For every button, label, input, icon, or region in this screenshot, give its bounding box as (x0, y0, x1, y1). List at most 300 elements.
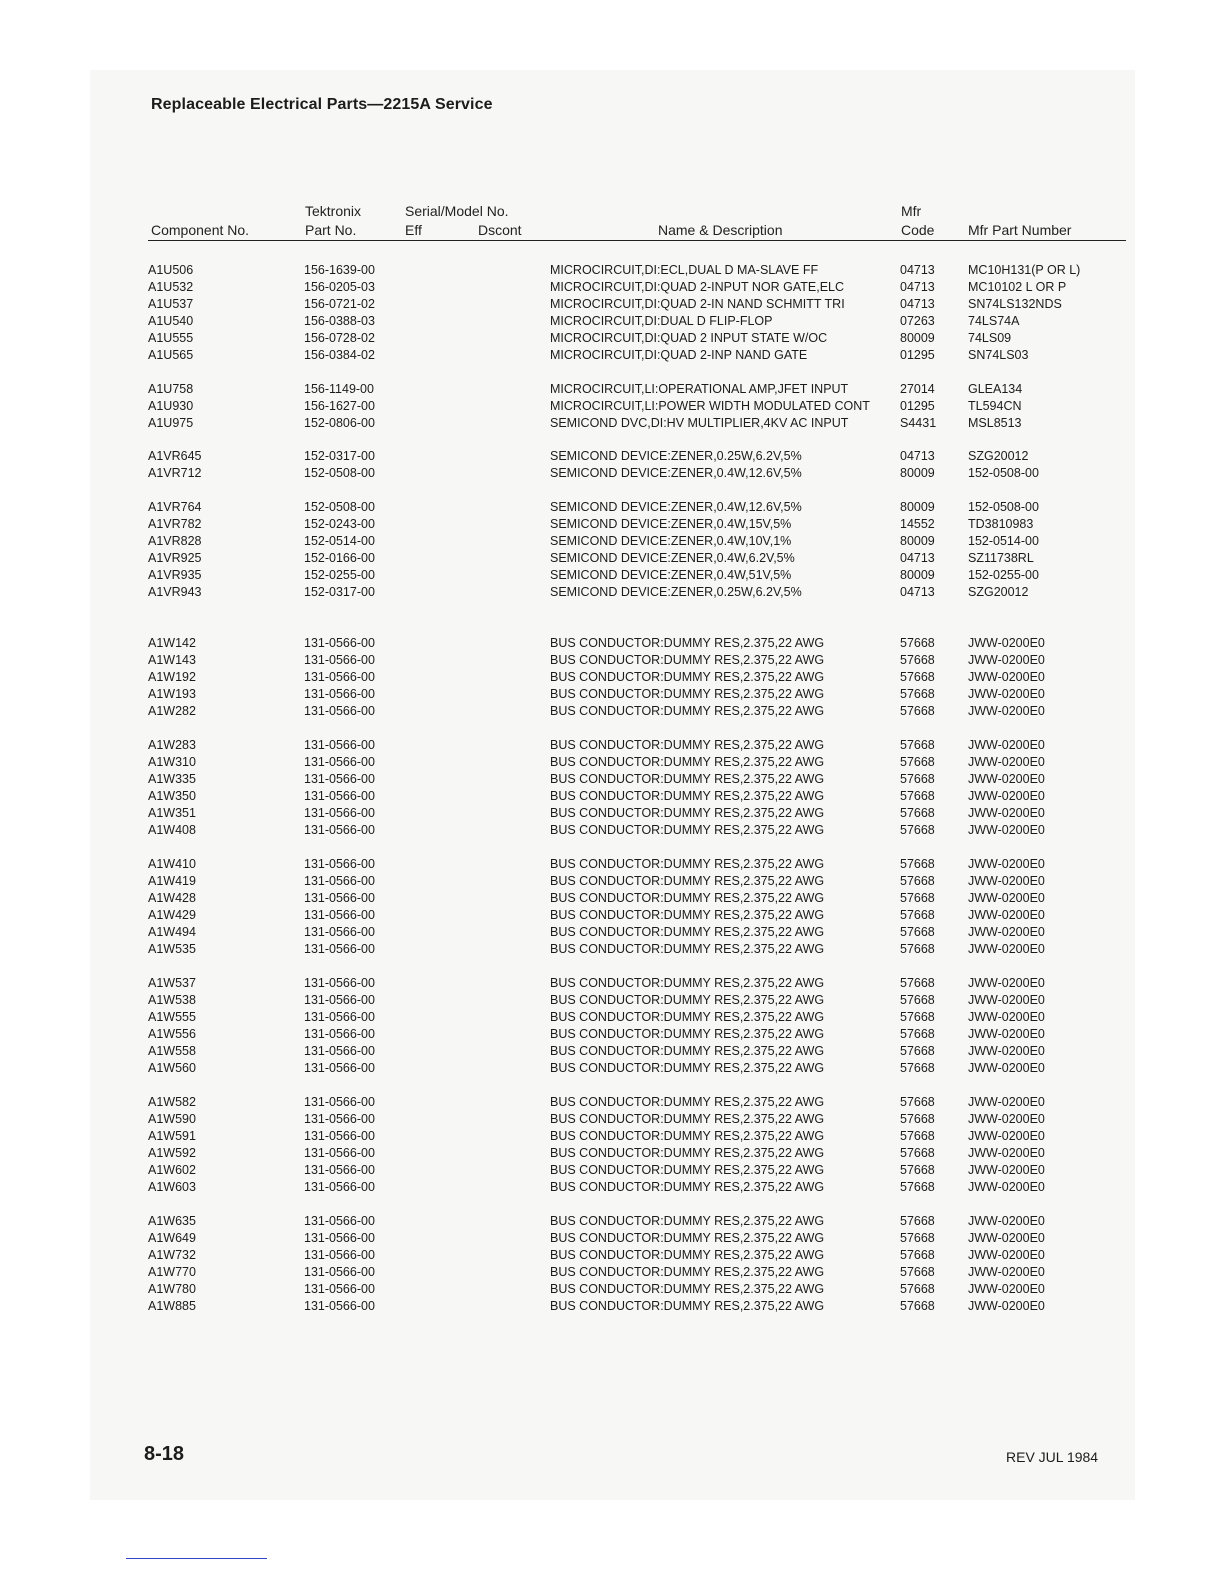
cell-description: BUS CONDUCTOR:DUMMY RES,2.375,22 AWG (550, 738, 825, 752)
cell-component-no: A1U555 (148, 331, 194, 345)
cell-component-no: A1VR943 (148, 585, 202, 599)
header-code: Code (901, 222, 935, 238)
cell-mfr-code: 57668 (900, 1163, 935, 1177)
cell-part-no: 152-0317-00 (304, 449, 375, 463)
cell-description: BUS CONDUCTOR:DUMMY RES,2.375,22 AWG (550, 1044, 825, 1058)
cell-component-no: A1W335 (148, 772, 196, 786)
cell-mfr-part-number: JWW-0200E0 (968, 755, 1045, 769)
table-row (0, 1213, 1224, 1230)
cell-description: SEMICOND DEVICE:ZENER,0.4W,51V,5% (550, 568, 792, 582)
cell-part-no: 131-0566-00 (304, 772, 375, 786)
cell-part-no: 131-0566-00 (304, 704, 375, 718)
cell-part-no: 156-0205-03 (304, 280, 375, 294)
cell-description: BUS CONDUCTOR:DUMMY RES,2.375,22 AWG (550, 1010, 825, 1024)
cell-description: MICROCIRCUIT,DI:QUAD 2-INPUT NOR GATE,ELC (550, 280, 845, 294)
cell-part-no: 152-0806-00 (304, 416, 375, 430)
cell-component-no: A1W538 (148, 993, 196, 1007)
table-row (0, 1145, 1224, 1162)
cell-mfr-code: 57668 (900, 823, 935, 837)
cell-mfr-code: 57668 (900, 687, 935, 701)
table-row (0, 975, 1224, 992)
cell-component-no: A1W635 (148, 1214, 196, 1228)
cell-component-no: A1W732 (148, 1248, 196, 1262)
header-mfr-part-number: Mfr Part Number (968, 222, 1072, 238)
cell-part-no: 131-0566-00 (304, 1265, 375, 1279)
cell-description: SEMICOND DVC,DI:HV MULTIPLIER,4KV AC INPUT (550, 416, 849, 430)
cell-component-no: A1W351 (148, 806, 196, 820)
table-row (0, 1043, 1224, 1060)
table-row (0, 1060, 1224, 1077)
cell-description: BUS CONDUCTOR:DUMMY RES,2.375,22 AWG (550, 1214, 825, 1228)
cell-mfr-part-number: JWW-0200E0 (968, 908, 1045, 922)
cell-mfr-part-number: JWW-0200E0 (968, 1265, 1045, 1279)
cell-description: MICROCIRCUIT,LI:POWER WIDTH MODULATED CONT (550, 399, 870, 413)
cell-mfr-part-number: JWW-0200E0 (968, 704, 1045, 718)
cell-part-no: 131-0566-00 (304, 942, 375, 956)
cell-mfr-code: 80009 (900, 568, 935, 582)
table-row (0, 279, 1224, 296)
cell-part-no: 131-0566-00 (304, 976, 375, 990)
cell-mfr-code: 04713 (900, 551, 935, 565)
header-mfr: Mfr (901, 203, 922, 219)
cell-mfr-part-number: JWW-0200E0 (968, 789, 1045, 803)
cell-description: BUS CONDUCTOR:DUMMY RES,2.375,22 AWG (550, 908, 825, 922)
cell-part-no: 131-0566-00 (304, 1010, 375, 1024)
cell-part-no: 156-0384-02 (304, 348, 375, 362)
cell-mfr-code: 80009 (900, 331, 935, 345)
table-row (0, 330, 1224, 347)
cell-description: SEMICOND DEVICE:ZENER,0.4W,12.6V,5% (550, 500, 802, 514)
cell-mfr-part-number: SZG20012 (968, 449, 1029, 463)
cell-component-no: A1W592 (148, 1146, 196, 1160)
table-row (0, 516, 1224, 533)
cell-component-no: A1U565 (148, 348, 194, 362)
cell-mfr-part-number: JWW-0200E0 (968, 976, 1045, 990)
cell-part-no: 152-0166-00 (304, 551, 375, 565)
table-row (0, 1281, 1224, 1298)
cell-description: BUS CONDUCTOR:DUMMY RES,2.375,22 AWG (550, 636, 825, 650)
table-row (0, 262, 1224, 279)
footer-line (126, 1558, 267, 1559)
cell-component-no: A1W560 (148, 1061, 196, 1075)
cell-component-no: A1U537 (148, 297, 194, 311)
cell-part-no: 131-0566-00 (304, 687, 375, 701)
table-row (0, 686, 1224, 703)
cell-mfr-code: 80009 (900, 466, 935, 480)
cell-mfr-code: 57668 (900, 636, 935, 650)
cell-mfr-part-number: 74LS74A (968, 314, 1020, 328)
cell-part-no: 152-0317-00 (304, 585, 375, 599)
table-row (0, 296, 1224, 313)
cell-part-no: 131-0566-00 (304, 857, 375, 871)
table-row (0, 1179, 1224, 1196)
table-row (0, 822, 1224, 839)
cell-component-no: A1W556 (148, 1027, 196, 1041)
table-row (0, 907, 1224, 924)
cell-mfr-part-number: SZ11738RL (968, 551, 1034, 565)
cell-part-no: 131-0566-00 (304, 806, 375, 820)
table-row (0, 635, 1224, 652)
table-row (0, 1247, 1224, 1264)
cell-description: BUS CONDUCTOR:DUMMY RES,2.375,22 AWG (550, 772, 825, 786)
cell-mfr-part-number: JWW-0200E0 (968, 772, 1045, 786)
header-tektronix: Tektronix (305, 203, 362, 219)
table-row (0, 567, 1224, 584)
cell-part-no: 131-0566-00 (304, 1027, 375, 1041)
cell-description: BUS CONDUCTOR:DUMMY RES,2.375,22 AWG (550, 1299, 825, 1313)
table-row (0, 992, 1224, 1009)
cell-mfr-code: 27014 (900, 382, 935, 396)
cell-mfr-code: 57668 (900, 1180, 935, 1194)
cell-description: BUS CONDUCTOR:DUMMY RES,2.375,22 AWG (550, 1163, 825, 1177)
page-title: Replaceable Electrical Parts—2215A Service (151, 96, 493, 113)
table-row (0, 533, 1224, 550)
table-row (0, 1298, 1224, 1315)
cell-description: BUS CONDUCTOR:DUMMY RES,2.375,22 AWG (550, 1095, 825, 1109)
cell-description: SEMICOND DEVICE:ZENER,0.4W,6.2V,5% (550, 551, 795, 565)
cell-mfr-code: 57668 (900, 942, 935, 956)
cell-mfr-code: 57668 (900, 1282, 935, 1296)
cell-mfr-code: 57668 (900, 1061, 935, 1075)
table-row (0, 737, 1224, 754)
cell-component-no: A1VR645 (148, 449, 202, 463)
cell-part-no: 131-0566-00 (304, 1180, 375, 1194)
cell-part-no: 156-1149-00 (304, 382, 374, 396)
cell-description: SEMICOND DEVICE:ZENER,0.4W,12.6V,5% (550, 466, 802, 480)
cell-description: BUS CONDUCTOR:DUMMY RES,2.375,22 AWG (550, 755, 825, 769)
cell-mfr-code: 57668 (900, 1146, 935, 1160)
cell-description: BUS CONDUCTOR:DUMMY RES,2.375,22 AWG (550, 789, 825, 803)
cell-mfr-code: 01295 (900, 348, 935, 362)
cell-part-no: 152-0255-00 (304, 568, 375, 582)
cell-mfr-part-number: JWW-0200E0 (968, 1129, 1045, 1143)
cell-component-no: A1W558 (148, 1044, 196, 1058)
cell-part-no: 131-0566-00 (304, 1061, 375, 1075)
table-row (0, 1128, 1224, 1145)
cell-mfr-code: 57668 (900, 772, 935, 786)
table-row (0, 1026, 1224, 1043)
cell-description: BUS CONDUCTOR:DUMMY RES,2.375,22 AWG (550, 670, 825, 684)
cell-description: BUS CONDUCTOR:DUMMY RES,2.375,22 AWG (550, 823, 825, 837)
cell-mfr-part-number: 152-0508-00 (968, 466, 1039, 480)
cell-part-no: 131-0566-00 (304, 738, 375, 752)
cell-component-no: A1U506 (148, 263, 194, 277)
cell-mfr-part-number: JWW-0200E0 (968, 874, 1045, 888)
cell-mfr-code: 80009 (900, 534, 935, 548)
cell-description: SEMICOND DEVICE:ZENER,0.25W,6.2V,5% (550, 585, 802, 599)
cell-mfr-part-number: MSL8513 (968, 416, 1022, 430)
cell-mfr-code: 57668 (900, 1112, 935, 1126)
cell-description: MICROCIRCUIT,DI:QUAD 2 INPUT STATE W/OC (550, 331, 828, 345)
cell-description: BUS CONDUCTOR:DUMMY RES,2.375,22 AWG (550, 976, 825, 990)
cell-component-no: A1W419 (148, 874, 196, 888)
cell-part-no: 131-0566-00 (304, 874, 375, 888)
cell-component-no: A1U532 (148, 280, 194, 294)
cell-part-no: 152-0243-00 (304, 517, 375, 531)
table-row (0, 890, 1224, 907)
cell-component-no: A1W429 (148, 908, 196, 922)
cell-mfr-part-number: JWW-0200E0 (968, 1282, 1045, 1296)
cell-description: SEMICOND DEVICE:ZENER,0.4W,15V,5% (550, 517, 792, 531)
cell-mfr-part-number: JWW-0200E0 (968, 1248, 1045, 1262)
table-row (0, 415, 1224, 432)
cell-component-no: A1W537 (148, 976, 196, 990)
cell-part-no: 131-0566-00 (304, 653, 375, 667)
cell-description: BUS CONDUCTOR:DUMMY RES,2.375,22 AWG (550, 1282, 825, 1296)
cell-mfr-part-number: JWW-0200E0 (968, 806, 1045, 820)
cell-mfr-part-number: MC10102 L OR P (968, 280, 1067, 294)
cell-description: BUS CONDUCTOR:DUMMY RES,2.375,22 AWG (550, 1265, 825, 1279)
cell-component-no: A1W535 (148, 942, 196, 956)
cell-description: BUS CONDUCTOR:DUMMY RES,2.375,22 AWG (550, 942, 825, 956)
cell-part-no: 131-0566-00 (304, 908, 375, 922)
table-row (0, 754, 1224, 771)
cell-part-no: 131-0566-00 (304, 1112, 375, 1126)
cell-part-no: 156-1627-00 (304, 399, 375, 413)
cell-mfr-code: 57668 (900, 1265, 935, 1279)
cell-part-no: 131-0566-00 (304, 1231, 375, 1245)
cell-mfr-part-number: JWW-0200E0 (968, 942, 1045, 956)
cell-part-no: 156-0728-02 (304, 331, 375, 345)
revision-date: REV JUL 1984 (1006, 1449, 1099, 1465)
header-dscont: Dscont (478, 222, 522, 238)
cell-mfr-code: 57668 (900, 806, 935, 820)
cell-part-no: 156-0388-03 (304, 314, 375, 328)
cell-part-no: 152-0508-00 (304, 500, 375, 514)
cell-part-no: 131-0566-00 (304, 789, 375, 803)
cell-mfr-code: 04713 (900, 263, 935, 277)
cell-component-no: A1W770 (148, 1265, 196, 1279)
cell-mfr-part-number: JWW-0200E0 (968, 857, 1045, 871)
cell-description: BUS CONDUCTOR:DUMMY RES,2.375,22 AWG (550, 925, 825, 939)
table-row (0, 398, 1224, 415)
cell-part-no: 156-0721-02 (304, 297, 375, 311)
cell-mfr-part-number: SN74LS132NDS (968, 297, 1062, 311)
cell-mfr-code: 04713 (900, 449, 935, 463)
cell-part-no: 131-0566-00 (304, 1299, 375, 1313)
cell-mfr-code: 57668 (900, 993, 935, 1007)
cell-description: SEMICOND DEVICE:ZENER,0.25W,6.2V,5% (550, 449, 802, 463)
cell-mfr-part-number: SN74LS03 (968, 348, 1029, 362)
cell-component-no: A1W591 (148, 1129, 196, 1143)
cell-part-no: 156-1639-00 (304, 263, 375, 277)
cell-part-no: 131-0566-00 (304, 670, 375, 684)
cell-mfr-code: 57668 (900, 976, 935, 990)
cell-part-no: 131-0566-00 (304, 993, 375, 1007)
cell-component-no: A1W555 (148, 1010, 196, 1024)
cell-component-no: A1W582 (148, 1095, 196, 1109)
cell-mfr-part-number: JWW-0200E0 (968, 1299, 1045, 1313)
cell-mfr-part-number: SZG20012 (968, 585, 1029, 599)
cell-mfr-code: 57668 (900, 653, 935, 667)
cell-mfr-part-number: 152-0508-00 (968, 500, 1039, 514)
cell-description: BUS CONDUCTOR:DUMMY RES,2.375,22 AWG (550, 704, 825, 718)
cell-mfr-code: 57668 (900, 874, 935, 888)
cell-component-no: A1W283 (148, 738, 196, 752)
cell-part-no: 131-0566-00 (304, 1163, 375, 1177)
cell-part-no: 131-0566-00 (304, 1282, 375, 1296)
cell-mfr-part-number: JWW-0200E0 (968, 636, 1045, 650)
cell-mfr-code: 57668 (900, 1129, 935, 1143)
cell-description: SEMICOND DEVICE:ZENER,0.4W,10V,1% (550, 534, 792, 548)
table-row (0, 313, 1224, 330)
header-component-no: Component No. (151, 222, 250, 238)
cell-mfr-part-number: 74LS09 (968, 331, 1012, 345)
cell-mfr-code: 04713 (900, 297, 935, 311)
cell-component-no: A1W410 (148, 857, 196, 871)
cell-component-no: A1W192 (148, 670, 196, 684)
cell-description: MICROCIRCUIT,LI:OPERATIONAL AMP,JFET INPUT (550, 382, 849, 396)
cell-mfr-code: 57668 (900, 1095, 935, 1109)
cell-part-no: 152-0514-00 (304, 534, 375, 548)
cell-description: BUS CONDUCTOR:DUMMY RES,2.375,22 AWG (550, 653, 825, 667)
table-row (0, 1094, 1224, 1111)
cell-mfr-code: 04713 (900, 585, 935, 599)
cell-mfr-part-number: TL594CN (968, 399, 1022, 413)
cell-mfr-part-number: JWW-0200E0 (968, 670, 1045, 684)
cell-description: BUS CONDUCTOR:DUMMY RES,2.375,22 AWG (550, 891, 825, 905)
cell-description: BUS CONDUCTOR:DUMMY RES,2.375,22 AWG (550, 1061, 825, 1075)
cell-mfr-part-number: JWW-0200E0 (968, 653, 1045, 667)
cell-mfr-code: 57668 (900, 1027, 935, 1041)
cell-mfr-code: 57668 (900, 704, 935, 718)
cell-description: BUS CONDUCTOR:DUMMY RES,2.375,22 AWG (550, 874, 825, 888)
table-row (0, 805, 1224, 822)
cell-mfr-code: 57668 (900, 670, 935, 684)
cell-part-no: 131-0566-00 (304, 1248, 375, 1262)
cell-description: BUS CONDUCTOR:DUMMY RES,2.375,22 AWG (550, 1112, 825, 1126)
cell-part-no: 131-0566-00 (304, 1095, 375, 1109)
table-row (0, 448, 1224, 465)
cell-component-no: A1W428 (148, 891, 196, 905)
cell-part-no: 131-0566-00 (304, 823, 375, 837)
cell-mfr-code: 57668 (900, 857, 935, 871)
cell-mfr-code: 80009 (900, 500, 935, 514)
cell-mfr-part-number: GLEA134 (968, 382, 1023, 396)
cell-component-no: A1W143 (148, 653, 196, 667)
table-row (0, 941, 1224, 958)
table-row (0, 856, 1224, 873)
table-row (0, 347, 1224, 364)
table-row (0, 788, 1224, 805)
cell-component-no: A1U975 (148, 416, 194, 430)
cell-mfr-code: 57668 (900, 738, 935, 752)
table-row (0, 499, 1224, 516)
table-row (0, 873, 1224, 890)
cell-part-no: 131-0566-00 (304, 636, 375, 650)
header-serial-model-no: Serial/Model No. (405, 203, 509, 219)
table-row (0, 771, 1224, 788)
cell-mfr-part-number: JWW-0200E0 (968, 1214, 1045, 1228)
cell-component-no: A1VR935 (148, 568, 202, 582)
cell-component-no: A1VR764 (148, 500, 202, 514)
cell-mfr-part-number: JWW-0200E0 (968, 1010, 1045, 1024)
cell-description: MICROCIRCUIT,DI:QUAD 2-IN NAND SCHMITT TRI (550, 297, 845, 311)
cell-component-no: A1VR712 (148, 466, 202, 480)
cell-description: BUS CONDUCTOR:DUMMY RES,2.375,22 AWG (550, 1146, 825, 1160)
table-row (0, 1111, 1224, 1128)
table-row (0, 381, 1224, 398)
table-row (0, 924, 1224, 941)
cell-mfr-part-number: JWW-0200E0 (968, 1146, 1045, 1160)
cell-component-no: A1U930 (148, 399, 194, 413)
cell-component-no: A1W649 (148, 1231, 196, 1245)
cell-mfr-code: 57668 (900, 1044, 935, 1058)
cell-part-no: 131-0566-00 (304, 891, 375, 905)
cell-component-no: A1W885 (148, 1299, 196, 1313)
cell-description: BUS CONDUCTOR:DUMMY RES,2.375,22 AWG (550, 806, 825, 820)
cell-component-no: A1W602 (148, 1163, 196, 1177)
cell-mfr-code: 57668 (900, 1248, 935, 1262)
table-row (0, 1264, 1224, 1281)
cell-mfr-part-number: 152-0255-00 (968, 568, 1039, 582)
table-row (0, 1162, 1224, 1179)
cell-description: BUS CONDUCTOR:DUMMY RES,2.375,22 AWG (550, 1231, 825, 1245)
table-row (0, 465, 1224, 482)
cell-mfr-part-number: JWW-0200E0 (968, 1180, 1045, 1194)
cell-mfr-code: 01295 (900, 399, 935, 413)
table-row (0, 652, 1224, 669)
cell-mfr-part-number: JWW-0200E0 (968, 993, 1045, 1007)
cell-component-no: A1W142 (148, 636, 196, 650)
cell-component-no: A1VR925 (148, 551, 202, 565)
table-row (0, 669, 1224, 686)
cell-mfr-code: 57668 (900, 891, 935, 905)
cell-component-no: A1W310 (148, 755, 196, 769)
cell-description: BUS CONDUCTOR:DUMMY RES,2.375,22 AWG (550, 993, 825, 1007)
cell-part-no: 131-0566-00 (304, 755, 375, 769)
header-rule (148, 240, 1126, 241)
cell-mfr-part-number: JWW-0200E0 (968, 891, 1045, 905)
cell-mfr-part-number: JWW-0200E0 (968, 823, 1045, 837)
cell-mfr-part-number: JWW-0200E0 (968, 1095, 1045, 1109)
cell-component-no: A1W494 (148, 925, 196, 939)
table-row (0, 584, 1224, 601)
header-eff: Eff (405, 222, 422, 238)
cell-description: MICROCIRCUIT,DI:DUAL D FLIP-FLOP (550, 314, 773, 328)
cell-part-no: 131-0566-00 (304, 1146, 375, 1160)
cell-mfr-code: S4431 (900, 416, 937, 430)
table-row (0, 703, 1224, 720)
cell-component-no: A1VR782 (148, 517, 202, 531)
page-number: 8-18 (144, 1443, 185, 1465)
table-row (0, 550, 1224, 567)
cell-part-no: 152-0508-00 (304, 466, 375, 480)
cell-mfr-part-number: JWW-0200E0 (968, 1163, 1045, 1177)
cell-mfr-code: 57668 (900, 1010, 935, 1024)
cell-mfr-code: 07263 (900, 314, 935, 328)
table-row (0, 1230, 1224, 1247)
cell-mfr-code: 57668 (900, 789, 935, 803)
cell-component-no: A1U540 (148, 314, 194, 328)
cell-description: BUS CONDUCTOR:DUMMY RES,2.375,22 AWG (550, 1180, 825, 1194)
cell-description: BUS CONDUCTOR:DUMMY RES,2.375,22 AWG (550, 687, 825, 701)
cell-mfr-code: 57668 (900, 1214, 935, 1228)
cell-description: MICROCIRCUIT,DI:QUAD 2-INP NAND GATE (550, 348, 808, 362)
cell-mfr-code: 57668 (900, 1231, 935, 1245)
cell-part-no: 131-0566-00 (304, 1044, 375, 1058)
cell-part-no: 131-0566-00 (304, 1129, 375, 1143)
cell-mfr-code: 57668 (900, 925, 935, 939)
cell-component-no: A1U758 (148, 382, 194, 396)
cell-mfr-code: 57668 (900, 908, 935, 922)
header-part-no: Part No. (305, 222, 357, 238)
cell-mfr-part-number: JWW-0200E0 (968, 1112, 1045, 1126)
cell-mfr-part-number: MC10H131(P OR L) (968, 263, 1081, 277)
cell-mfr-part-number: 152-0514-00 (968, 534, 1039, 548)
cell-description: MICROCIRCUIT,DI:ECL,DUAL D MA-SLAVE FF (550, 263, 819, 277)
cell-mfr-code: 57668 (900, 1299, 935, 1313)
